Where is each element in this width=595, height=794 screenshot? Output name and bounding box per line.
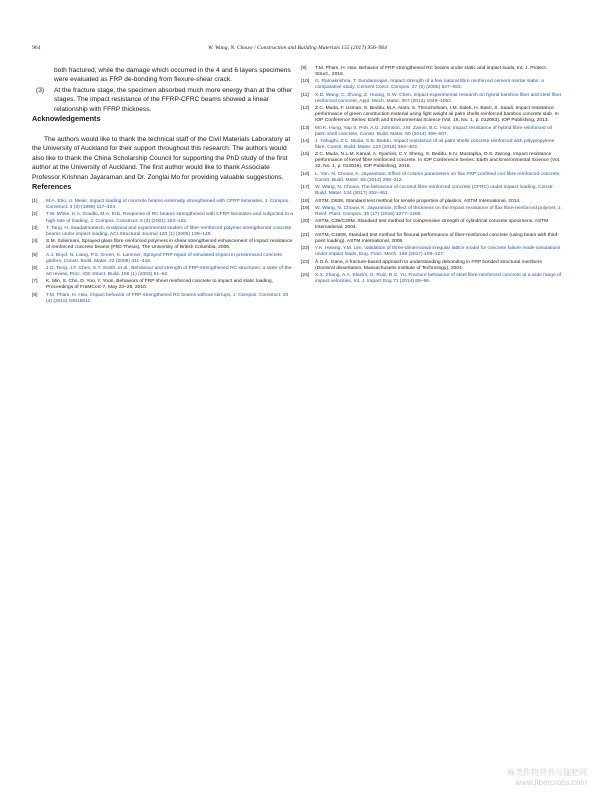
reference-item — [301, 139, 563, 151]
reference-text[interactable]: J. Yahaghi, Z.C. Muda, S.B. Beddu, Impact resistance of oil palm shells concrete reinforced with polypropylene fibre, Constr. Build. Mater. 123 (2016) 394–403. — [315, 139, 555, 151]
conclusion-item-text: At the fracture stage, the specimen absorbed much more energy than at the other stages. The impact resistance of the FFRP-CFRC beams showed a linear relationship with FFRP thickness. — [54, 86, 293, 113]
reference-number: [5] — [32, 252, 38, 258]
reference-text[interactable]: G. Ramakrishna, T. Sundararajan, Impact strength of a few natural fibre reinforced cement mortar slabs: a comparative study, Cement Concr. Compos. 27 (5) (2005) 547–553. — [315, 79, 544, 91]
reference-item — [301, 199, 563, 205]
left-column — [32, 66, 294, 306]
reference-text[interactable]: A.J. Boyd, N. Liang, P.S. Green, K. Lammer, Sprayed FRP repair of simulated impact in prestressed concrete girders, Constr. Build. Mater. 22 (2008) 411–416. — [46, 252, 283, 264]
reference-number: [22] — [301, 246, 310, 252]
reference-text: K. Min, S. Cho, D. Yoo, Y. Yoon, Behaviors of FRP sheet reinforced concrete to impact and static loading, Proceedings of FraMCoS-7, May 23–28, 2010. — [46, 279, 274, 291]
reference-number: [23] — [301, 259, 310, 265]
reference-item — [301, 273, 563, 285]
reference-number: [20] — [301, 219, 310, 225]
reference-number: [4] — [32, 239, 38, 245]
reference-item — [301, 79, 563, 91]
reference-item — [301, 206, 563, 218]
reference-item — [301, 172, 563, 184]
reference-text[interactable]: Y.K. Hwang, Y.M. Lim, Validation of three-dimensional irregular lattice model for concrete failure mode simulations under impact loads, Eng. Fract. Mech. 169 (2017) 109–127. — [315, 246, 561, 258]
reference-text[interactable]: W. Wang, N. Chouw, K. Jayaraman, Effect of thickness on the impact resistance of flax fibre-reinforced polymer, J. Reinf. Plast. Compos. 35 (17) (2016) 1277–1289. — [315, 205, 562, 217]
reference-item — [301, 185, 563, 197]
reference-number: [11] — [301, 92, 309, 98]
reference-number: [2] — [32, 212, 38, 218]
conclusion-item-3 — [32, 86, 294, 114]
watermark-line-2: www.fibercrops.com — [515, 778, 587, 787]
reference-number: [17] — [301, 185, 310, 191]
reference-number: [18] — [301, 198, 310, 204]
running-header — [32, 45, 563, 57]
reference-item — [301, 219, 563, 231]
reference-text[interactable]: L. Yan, N. Chouw, K. Jayaraman, Effect of column parameters on flax FRP confined coir fibre reinforced concrete, Constr. Build. Mater. 55 (2014) 299–312. — [315, 171, 561, 183]
journal-citation: W. Wang, N. Chouw / Construction and Building Materials 155 (2017) 956–964 — [208, 45, 387, 51]
reference-text: S.M. Soleimani, Sprayed glass fibre reinforced polymers in shear strengthened enhancement of impact resistance of reinforced concrete beams (PhD Thesis), The University of British Columbia, 2006. — [46, 239, 293, 251]
reference-number: [13] — [301, 125, 310, 131]
reference-item — [301, 106, 563, 124]
reference-list-right — [301, 66, 563, 285]
reference-item — [32, 253, 294, 265]
reference-text[interactable]: Mo K. Hung, Yap S. Poh, A.U. Johnson, J.M. Zamin, B.C. Hooi, Impact resistance of hybrid fibre-reinforced oil palm shell concrete, Constr. Build. Mater. 50 (2014) 499–507. — [315, 125, 552, 137]
reference-item — [301, 66, 563, 78]
reference-text[interactable]: X.D. Wang, C. Zhang, Z. Huang, G.W. Chen, Impact experimental research on hybrid bamboo fiber and steel fiber reinforced concrete, Appl. Mech. Mater. 357 (2013) 1048–1052. — [315, 92, 562, 104]
reference-number: [6] — [32, 266, 38, 272]
reference-text: Å.G.Å. Güne, A fracture-based approach to understanding debonding in FRP bonded structural members (Doctoral dissertation, Massachusetts Institute of Technology), 2004. — [315, 259, 542, 271]
reference-number: [7] — [32, 279, 38, 285]
reference-item — [301, 260, 563, 272]
reference-text: Z.C. Muda, F. Usman, S. Beddu, M.A. Alam, S. Thiruchelvam, I.M. Sidek, H. Basri, S. Saadi, Impact resistance performance of green construction material using light weight oil palm shells reinforced bamboo concrete slab. In IOP Conference Series: Earth and Environmental Science (Vol. 16, No. 1, p. 012063). IOP Publishing, 2013. — [315, 106, 559, 124]
continuation-paragraph: both fractured, while the damage which occurred in the 4 and 6 layers specimens were evaluated as FRP de-bonding from flexure-shear crack. — [54, 67, 291, 84]
acknowledgements-heading: Acknowledgements — [32, 114, 101, 124]
reference-text: Z.C. Muda, N.L.M. Kamal, A. Syamsir, C.Y. Sheng, S. Beddu, K.N. Mustapha, O.S. Zaroog, Impact resistance performance of kenaf fibre reinforced concrete. In IOP Conference Series: Earth and Environmental Science (Vol. 32, No. 1, p. 012019). IOP Publishing, 2016. — [315, 152, 561, 170]
reference-number: [1] — [32, 199, 38, 205]
reference-item — [32, 266, 294, 278]
reference-text: ASTM, D638, Standard test method for tensile properties of plastics. ASTM International, 2014. — [315, 198, 521, 204]
reference-number: [8] — [32, 292, 38, 298]
reference-number: [21] — [301, 232, 310, 238]
reference-number: [19] — [301, 205, 310, 211]
reference-number: [10] — [301, 79, 310, 85]
conclusion-item-number: (3) — [36, 86, 45, 94]
reference-item — [32, 293, 294, 305]
reference-text: ASTM, C1609, Standard test method for flexural performance of fiber-reinforced concrete (using beam with third-point loading). ASTM International, 2005. — [315, 232, 559, 244]
reference-item — [301, 233, 563, 245]
watermark — [507, 768, 587, 788]
reference-text[interactable]: M.A. Erki, U. Meier, Impact loading of concrete beams externally strengthened with CFRP laminates, J. Compos. Construct. 3 (3) (1999) 117–124. — [46, 199, 290, 211]
reference-number: [16] — [301, 171, 310, 177]
acknowledgements-paragraph: The authors would like to thank the technical staff of the Civil Materials Laboratory at the University of Auckland for their support throughout this research. The authors would also like to thank the China Scholarship Council for supporting the PhD study of the first author at the University of Auckland. The first author would like to thank Associate Professor Krishnan Jayaraman and Dr. Zonglai Mo for providing valuable suggestions. — [32, 136, 291, 181]
reference-item — [301, 246, 563, 258]
reference-text[interactable]: X.X. Zhang, A.A. Elazim, G. Ruiz, R.C. Yu, Fracture behaviour of steel fibre-reinforced concrete at a wide range of impact velocities, Int. J. Impact Eng 71 (2014) 89–96. — [315, 272, 562, 284]
reference-text[interactable]: J.G. Teng, J.F. Chen, S.T. Smith, et al., Behaviour and strength of FRP-strengthened RC structures: a state-of-the-art review, Proc. ICE-Struct. Build. 156 (1) (2003) 51–62. — [46, 266, 293, 278]
reference-item — [32, 239, 294, 251]
reference-text[interactable]: T.W. White, K.A. Soudki, M.A. Erki, Response of RC beams strengthened with CFRP laminates and subjected to a high rate of loading, J. Compos. Construct. 5 (3) (2001) 153–162. — [46, 212, 293, 224]
reference-text[interactable]: T.M. Pham, H. Hao, Impact behavior of FRP-strengthened RC beams without stirrups, J. Compos. Construct. 20 (4) (2016) 04016011. — [46, 292, 289, 304]
reference-text: ASTM, C39/C39M. Standard test method for compressive strength of cylindrical concrete specimens. ASTM International, 2004. — [315, 219, 549, 231]
reference-number: [14] — [301, 139, 310, 144]
reference-number: [3] — [32, 225, 38, 231]
page-number: 964 — [32, 45, 41, 51]
reference-text: T.M. Pham, H. Hao, Behavior of FRP strengthened RC beams under static and impact loads, Int. J. Protect. Struct., 2016. — [315, 66, 548, 78]
reference-list-left — [32, 199, 294, 305]
reference-text[interactable]: T. Tang, H. Saadatmanesh, Analytical and experimental studies of fiber-reinforced polymer-strengthened concrete beams under impact loading, ACI Structural Journal 120 (1) (2005) 139–149. — [46, 225, 292, 237]
reference-number: [9] — [301, 66, 307, 71]
reference-number: [12] — [301, 106, 310, 112]
reference-item — [32, 199, 294, 211]
reference-item — [32, 226, 294, 238]
reference-item — [301, 93, 563, 105]
reference-text[interactable]: W. Wang, N. Chouw, The behaviour of coconut fibre reinforced concrete (CFRC) under impact loading, Constr. Build. Mater. 134 (2017) 452–461. — [315, 185, 554, 197]
conclusion-list — [32, 86, 294, 114]
reference-number: [15] — [301, 152, 310, 158]
reference-item — [32, 279, 294, 291]
reference-number: [24] — [301, 272, 310, 278]
references-heading: References — [32, 182, 72, 192]
watermark-line-1: 麻类作物营养与施肥网 — [507, 768, 587, 777]
right-column — [301, 66, 563, 286]
reference-item — [32, 212, 294, 224]
reference-item — [301, 152, 563, 170]
reference-item — [301, 126, 563, 138]
